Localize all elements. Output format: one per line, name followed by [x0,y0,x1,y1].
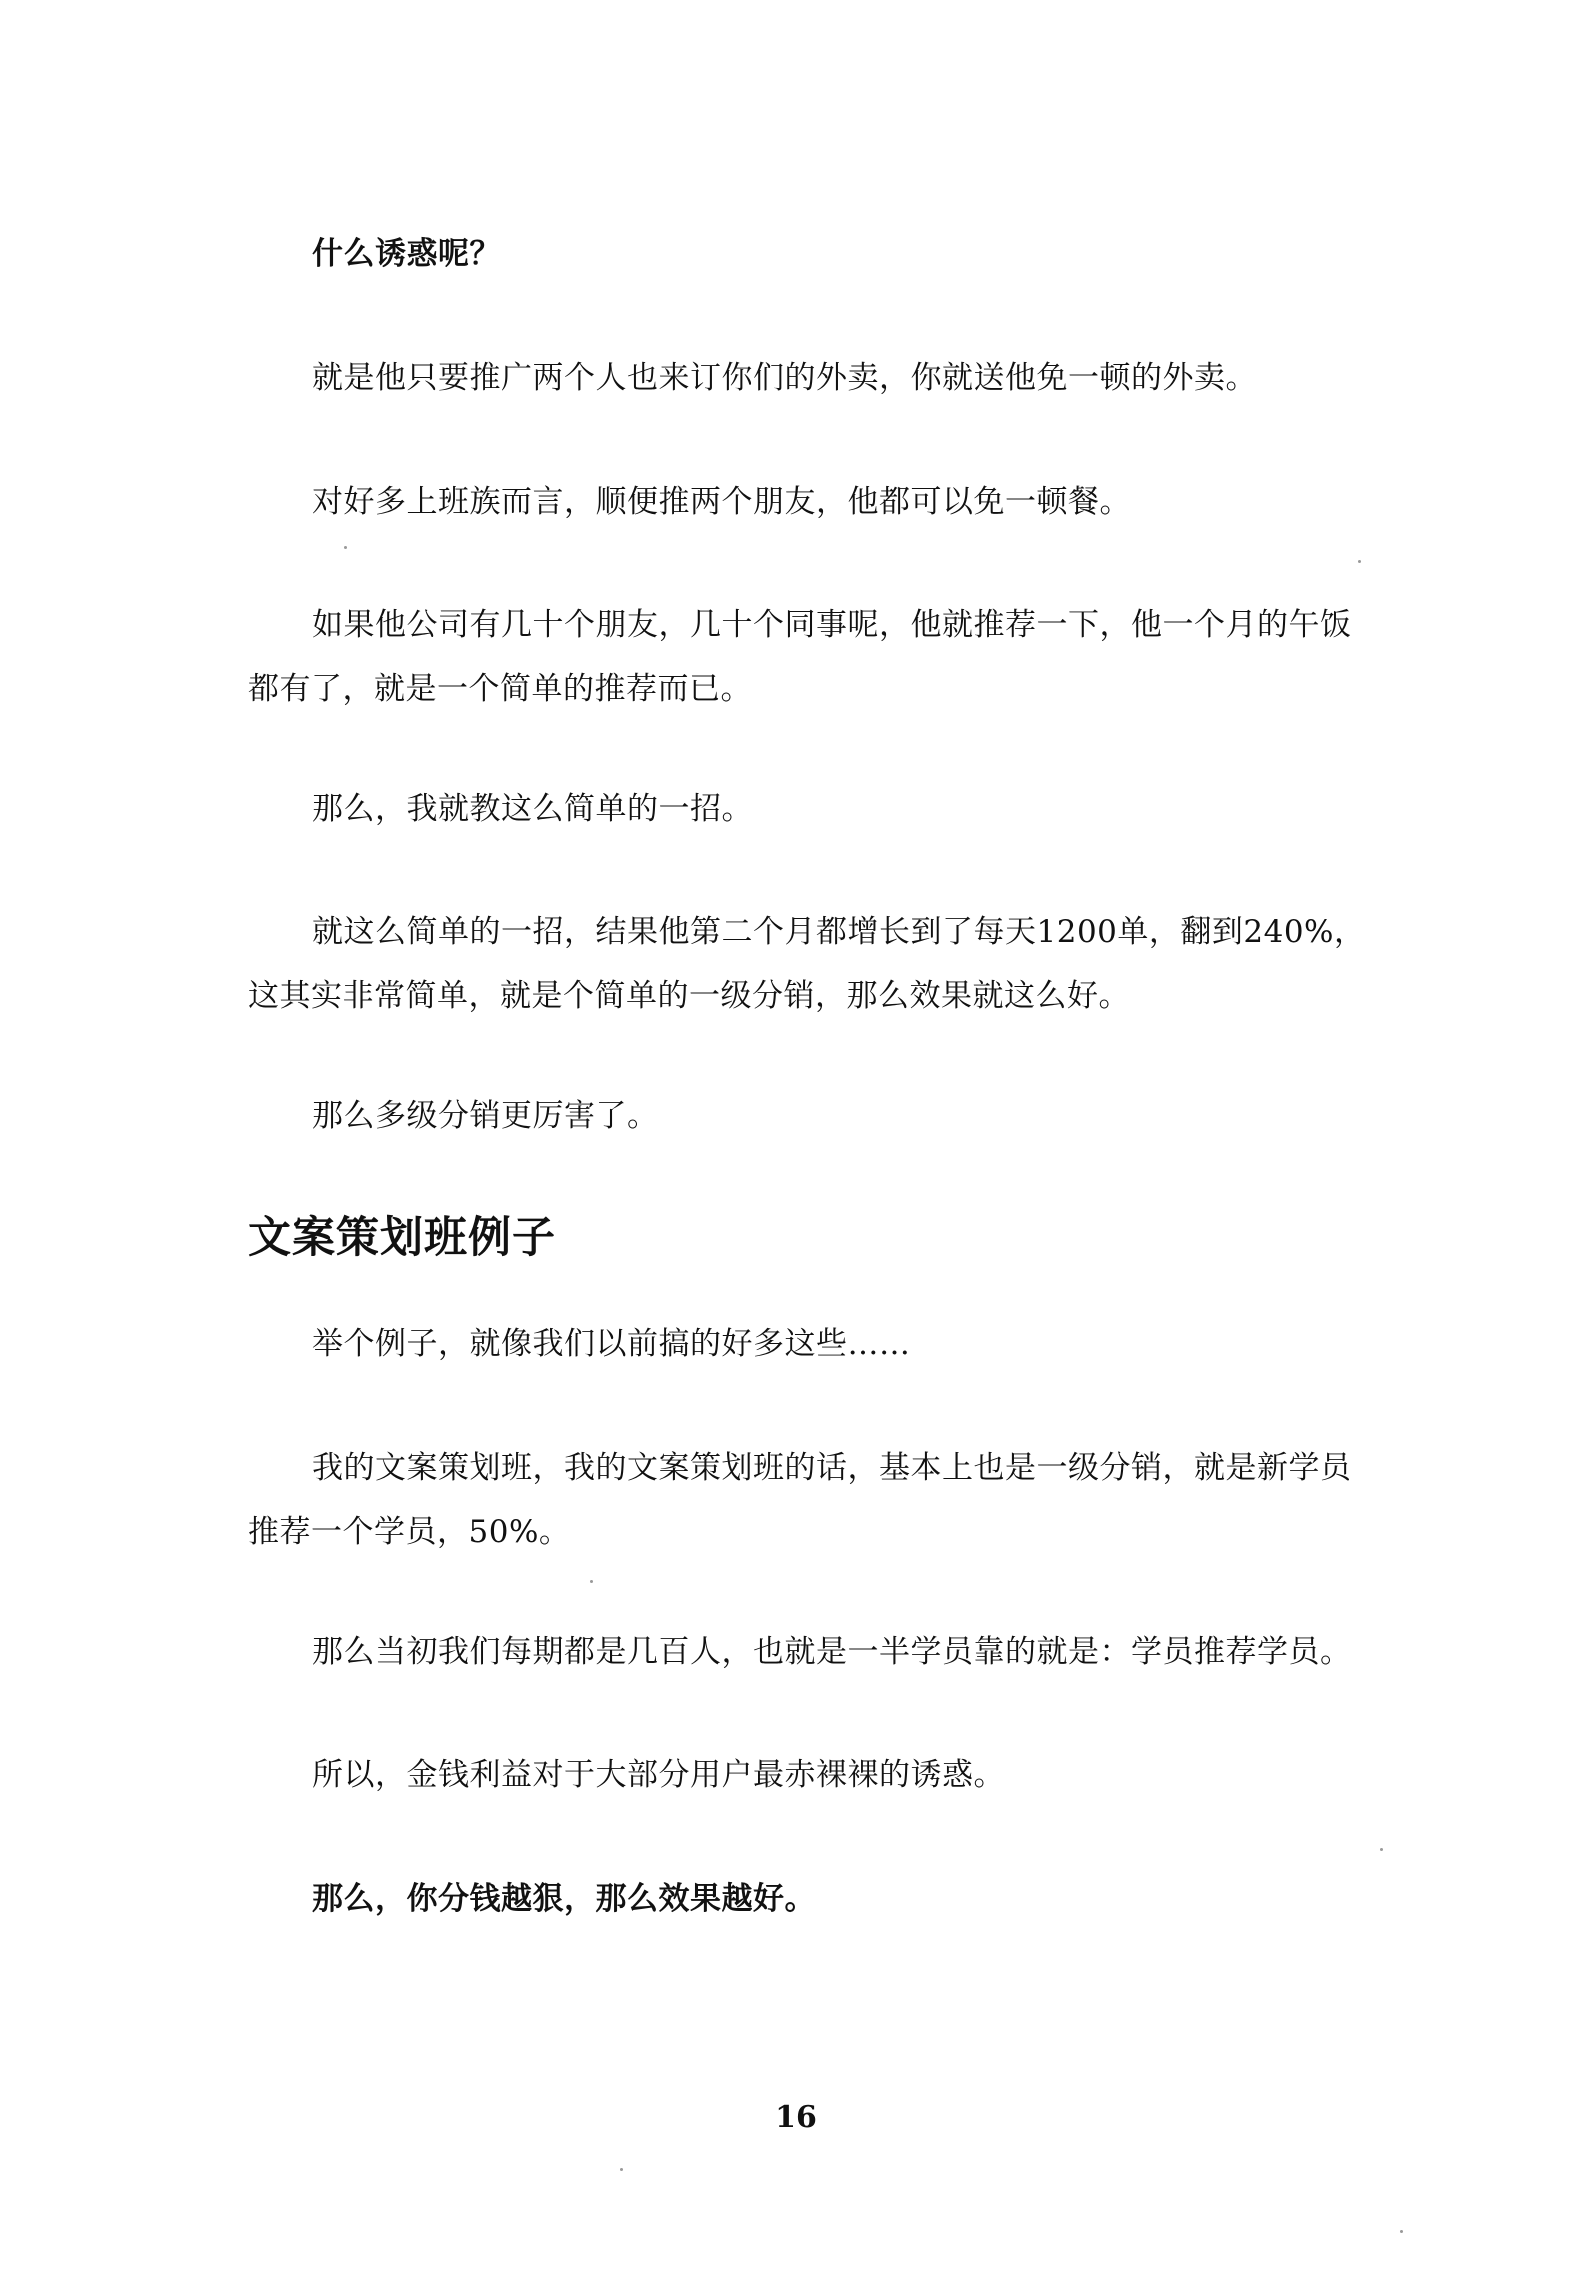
paragraph: 就是他只要推广两个人也来订你们的外卖，你就送他免一顿的外卖。 [312,360,1257,396]
paragraph: 那么当初我们每期都是几百人，也就是一半学员靠的就是：学员推荐学员。 [312,1634,1352,1670]
page-number: 16 [775,2100,817,2135]
paragraph: 对好多上班族而言，顺便推两个朋友，他都可以免一顿餐。 [312,484,1131,520]
scan-speck [1400,2230,1403,2233]
scan-speck [620,2168,623,2171]
scan-speck [590,1580,593,1583]
paragraph: 就这么简单的一招，结果他第二个月都增长到了每天1200单，翻到240%，这其实非常简单，就是个简单的一级分销，那么效果就这么好。 [248,914,1366,1014]
paragraph: 那么多级分销更厉害了。 [312,1098,659,1134]
scan-speck [1358,560,1361,563]
paragraph: 那么，你分钱越狠，那么效果越好。 [312,1881,816,1917]
paragraph: 什么诱惑呢？ [312,236,501,272]
paragraph: 如果他公司有几十个朋友，几十个同事呢，他就推荐一下，他一个月的午饭都有了，就是一个简单的推荐而已。 [248,607,1352,707]
scan-speck [344,546,347,549]
paragraph: 我的文案策划班，我的文案策划班的话，基本上也是一级分销，就是新学员推荐一个学员，50%。 [248,1450,1352,1550]
paragraph: 那么，我就教这么简单的一招。 [312,791,753,827]
paragraph: 举个例子，就像我们以前搞的好多这些…… [312,1326,911,1362]
scan-speck [1380,1848,1383,1851]
section-heading: 文案策划班例子 [248,1213,556,1263]
paragraph: 所以，金钱利益对于大部分用户最赤裸裸的诱惑。 [312,1757,1005,1793]
